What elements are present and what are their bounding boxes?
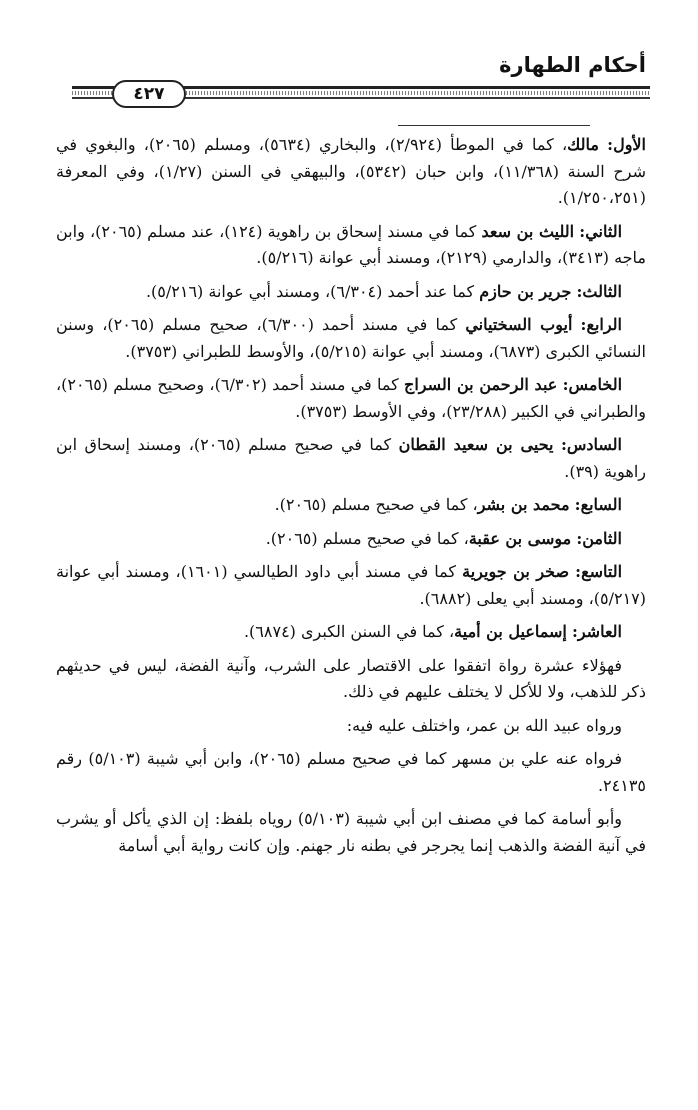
paragraph-text: كما في مسند أبي داود الطيالسي (١٦٠١)، ومسند أبي عوانة (٥/٢١٧)، ومسند أبي يعلى (٦٨٨٢).	[56, 562, 646, 608]
paragraph	[56, 526, 646, 553]
paragraph-label: الرابع:	[580, 315, 622, 334]
paragraph-label: الأول:	[607, 135, 646, 154]
paragraph-label: التاسع:	[575, 562, 623, 581]
paragraph	[56, 653, 646, 706]
paragraph-text: كما في مسند أحمد (٦/٣٠٢)، وصحيح مسلم (٢٠٦٥)، والطبراني في الكبير (٢٣/٢٨٨)، وفي الأوسط (٣٧٥٣).	[56, 375, 646, 421]
paragraph	[56, 372, 646, 425]
narrator-name: عبد الرحمن بن السراج	[404, 375, 558, 394]
paragraph-label: العاشر:	[571, 622, 622, 641]
footnote-body	[56, 132, 646, 866]
paragraph	[56, 219, 646, 272]
page-header	[0, 0, 698, 110]
paragraph-text: ، كما في السنن الكبرى (٦٨٧٤).	[243, 622, 455, 641]
paragraph-label: الثاني:	[579, 221, 623, 241]
paragraph-label: السادس:	[560, 435, 622, 454]
paragraph-text: كما في مسند أحمد (٦/٣٠٠)، صحيح مسلم (٢٠٦٥)، وسنن النسائي الكبرى (٦٨٧٣)، ومسند أبي عوانة (٥/٢١٥)، والأوسط للطبراني (٣٧٥٣).	[56, 315, 646, 361]
paragraph	[56, 312, 646, 365]
paragraph	[56, 279, 646, 306]
paragraph-text: كما في صحيح مسلم (٢٠٦٥)، ومسند إسحاق ابن راهوية (٣٩).	[56, 435, 646, 481]
paragraph-label: الثامن:	[576, 528, 622, 548]
paragraph-text: وأبو أسامة كما في مصنف ابن أبي شيبة (٥/١٠٣) روياه بلفظ: إن الذي يأكل أو يشرب في آنية الفضة والذهب إنما يجرجر في بطنه نار جهنم. وإن كانت رواية أبي أسامة	[56, 809, 646, 855]
paragraph-label: الثالث:	[576, 281, 622, 301]
narrator-name: يحيى بن سعيد القطان	[398, 435, 554, 454]
paragraph-text: كما في مسند إسحاق بن راهوية (١٢٤)، عند مسلم (٢٠٦٥)، وابن ماجه (٣٤١٣)، والدارمي (٢١٢٩)، ومسند أبي عوانة (٥/٢١٦).	[56, 221, 646, 267]
narrator-name: مالك	[567, 135, 599, 154]
paragraph-label: السابع:	[574, 495, 622, 514]
narrator-name: أيوب السختياني	[465, 315, 573, 334]
paragraph-text: فرواه عنه علي بن مسهر كما في صحيح مسلم (٢٠٦٥)، وابن أبي شيبة (٥/١٠٣) رقم ٢٤١٣٥.	[56, 749, 646, 795]
paragraph	[56, 559, 646, 612]
paragraph	[56, 432, 646, 485]
paragraph-text: كما عند أحمد (٦/٣٠٤)، ومسند أبي عوانة (٥/٢١٦).	[145, 281, 480, 301]
paragraph	[56, 492, 646, 519]
narrator-name: إسماعيل بن أمية	[454, 622, 567, 641]
paragraph	[56, 132, 646, 212]
narrator-name: محمد بن بشر	[477, 495, 570, 514]
paragraph-text: ، كما في صحيح مسلم (٢٠٦٥).	[274, 495, 478, 514]
narrator-name: صخر بن جويرية	[462, 562, 570, 581]
paragraph	[56, 713, 646, 740]
paragraph-text: ، كما في صحيح مسلم (٢٠٦٥).	[265, 528, 469, 548]
narrator-name: الليث بن سعد	[481, 221, 575, 241]
paragraph-text: فهؤلاء عشرة رواة اتفقوا على الاقتصار على الشرب، وآنية الفضة، ليس في حديثهم ذكر للذهب، ولا للأكل لا يختلف عليهم في ذلك.	[56, 655, 646, 701]
paragraph	[56, 806, 646, 859]
book-title: أحكام الطهارة	[499, 53, 646, 77]
paragraph	[56, 746, 646, 799]
paragraph-label: الخامس:	[562, 375, 623, 394]
paragraph-text: ورواه عبيد الله بن عمر، واختلف عليه فيه:	[346, 715, 622, 735]
paragraph-text: ، كما في الموطأ (٢/٩٢٤)، والبخاري (٥٦٣٤)، ومسلم (٢٠٦٥)، والبغوي في شرح السنة (١١/٣٦٨)، وابن حبان (٥٣٤٢)، والبيهقي في السنن (١/٢٧)، وفي المعرفة (١/٢٥٠،٢٥١).	[56, 135, 646, 207]
footnote-separator	[398, 125, 590, 126]
page-number: ٤٢٧	[112, 80, 186, 108]
paragraph	[56, 619, 646, 646]
narrator-name: موسى بن عقبة	[468, 528, 572, 548]
narrator-name: جرير بن حازم	[479, 281, 572, 301]
